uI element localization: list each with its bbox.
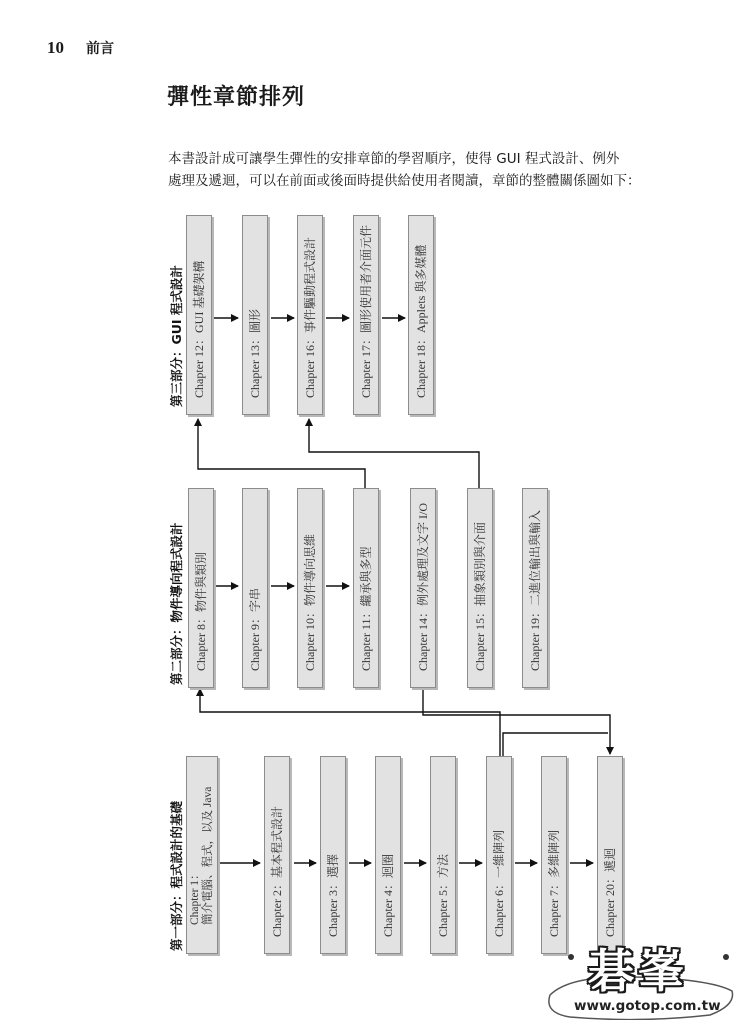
logo-url: www.gotop.com.tw: [574, 998, 721, 1014]
intro-line: 本書設計成可讓學生彈性的安排章節的學習順序，使得 GUI 程式設計、例外: [168, 151, 620, 167]
chapter-3-box: [320, 756, 346, 954]
chapter-label: Chapter 17：圖形使用者介面元件: [359, 225, 373, 398]
chapter-label: Chapter 4：迴圈: [381, 854, 395, 937]
chapter-20-box: [597, 756, 623, 954]
chapter-label: Chapter 6：一維陣列: [492, 830, 506, 937]
chapter-1-box: [186, 756, 218, 954]
chapter-12-box: [186, 215, 212, 415]
chapter-19-box: [522, 488, 548, 688]
chapter-1-line-1: Chapter 1：: [189, 868, 201, 925]
part2-label: 第二部分：物件導向程式設計: [169, 522, 184, 685]
chapter-label: Chapter 5：方法: [436, 854, 450, 937]
chapter-label: Chapter 9：字串: [248, 588, 262, 671]
chapter-8-box: [188, 488, 214, 688]
chapter-2-box: [264, 756, 290, 954]
chapter-13-box: [242, 215, 268, 415]
chapter-4-box: [375, 756, 401, 954]
intro-line: 處理及遞迴，可以在前面或後面時提供給使用者閱讀，章節的整體關係圖如下：: [168, 173, 641, 189]
running-title: 前言: [86, 41, 114, 57]
publisher-logo: [540, 935, 740, 1020]
chapter-label: Chapter 14：例外處理及文字 I/O: [416, 503, 430, 671]
chapter-label: Chapter 20：遞迴: [603, 848, 617, 937]
chapter-18-box: [408, 215, 434, 415]
chapter-label: Chapter 7：多維陣列: [547, 830, 561, 937]
chapter-label: Chapter 12：GUI 基礎架構: [192, 260, 206, 398]
chapter-label: Chapter 13：圖形: [248, 309, 262, 398]
chapter-label: Chapter 8：物件與類別: [194, 552, 208, 671]
chapter-7-box: [541, 756, 567, 954]
chapter-16-box: [297, 215, 323, 415]
page-number: 10: [47, 38, 64, 57]
chapter-9-box: [242, 488, 268, 688]
part1-label: 第一部分：程式設計的基礎: [169, 800, 184, 951]
chapter-label: Chapter 10：物件導向思維: [303, 534, 317, 671]
chapter-label: Chapter 19：二進位輸出與輸入: [528, 510, 542, 671]
chapter-label: Chapter 2：基本程式設計: [270, 806, 284, 937]
chapter-label: [189, 787, 215, 925]
chapter-label: Chapter 16：事件驅動程式設計: [303, 237, 317, 398]
logo-mark: 碁峯: [588, 944, 688, 998]
chapter-14-box: [410, 488, 436, 688]
section-title: 彈性章節排列: [167, 85, 306, 110]
chapter-6-box: [486, 756, 512, 954]
part3-label: 第三部分：GUI 程式設計: [169, 265, 184, 407]
chapter-11-box: [353, 488, 379, 688]
chapter-label: Chapter 11：繼承與多型: [359, 546, 373, 671]
chapter-label: Chapter 18：Applets 與多媒體: [414, 244, 428, 398]
chapter-5-box: [430, 756, 456, 954]
chapter-17-box: [353, 215, 379, 415]
chapter-10-box: [297, 488, 323, 688]
chapter-1-line-2: 簡介電腦、程式，以及 Java: [202, 786, 214, 925]
chapter-15-box: [467, 488, 493, 688]
chapter-label: Chapter 3：選擇: [326, 854, 340, 937]
chapter-label: Chapter 15：抽象類別與介面: [473, 522, 487, 671]
